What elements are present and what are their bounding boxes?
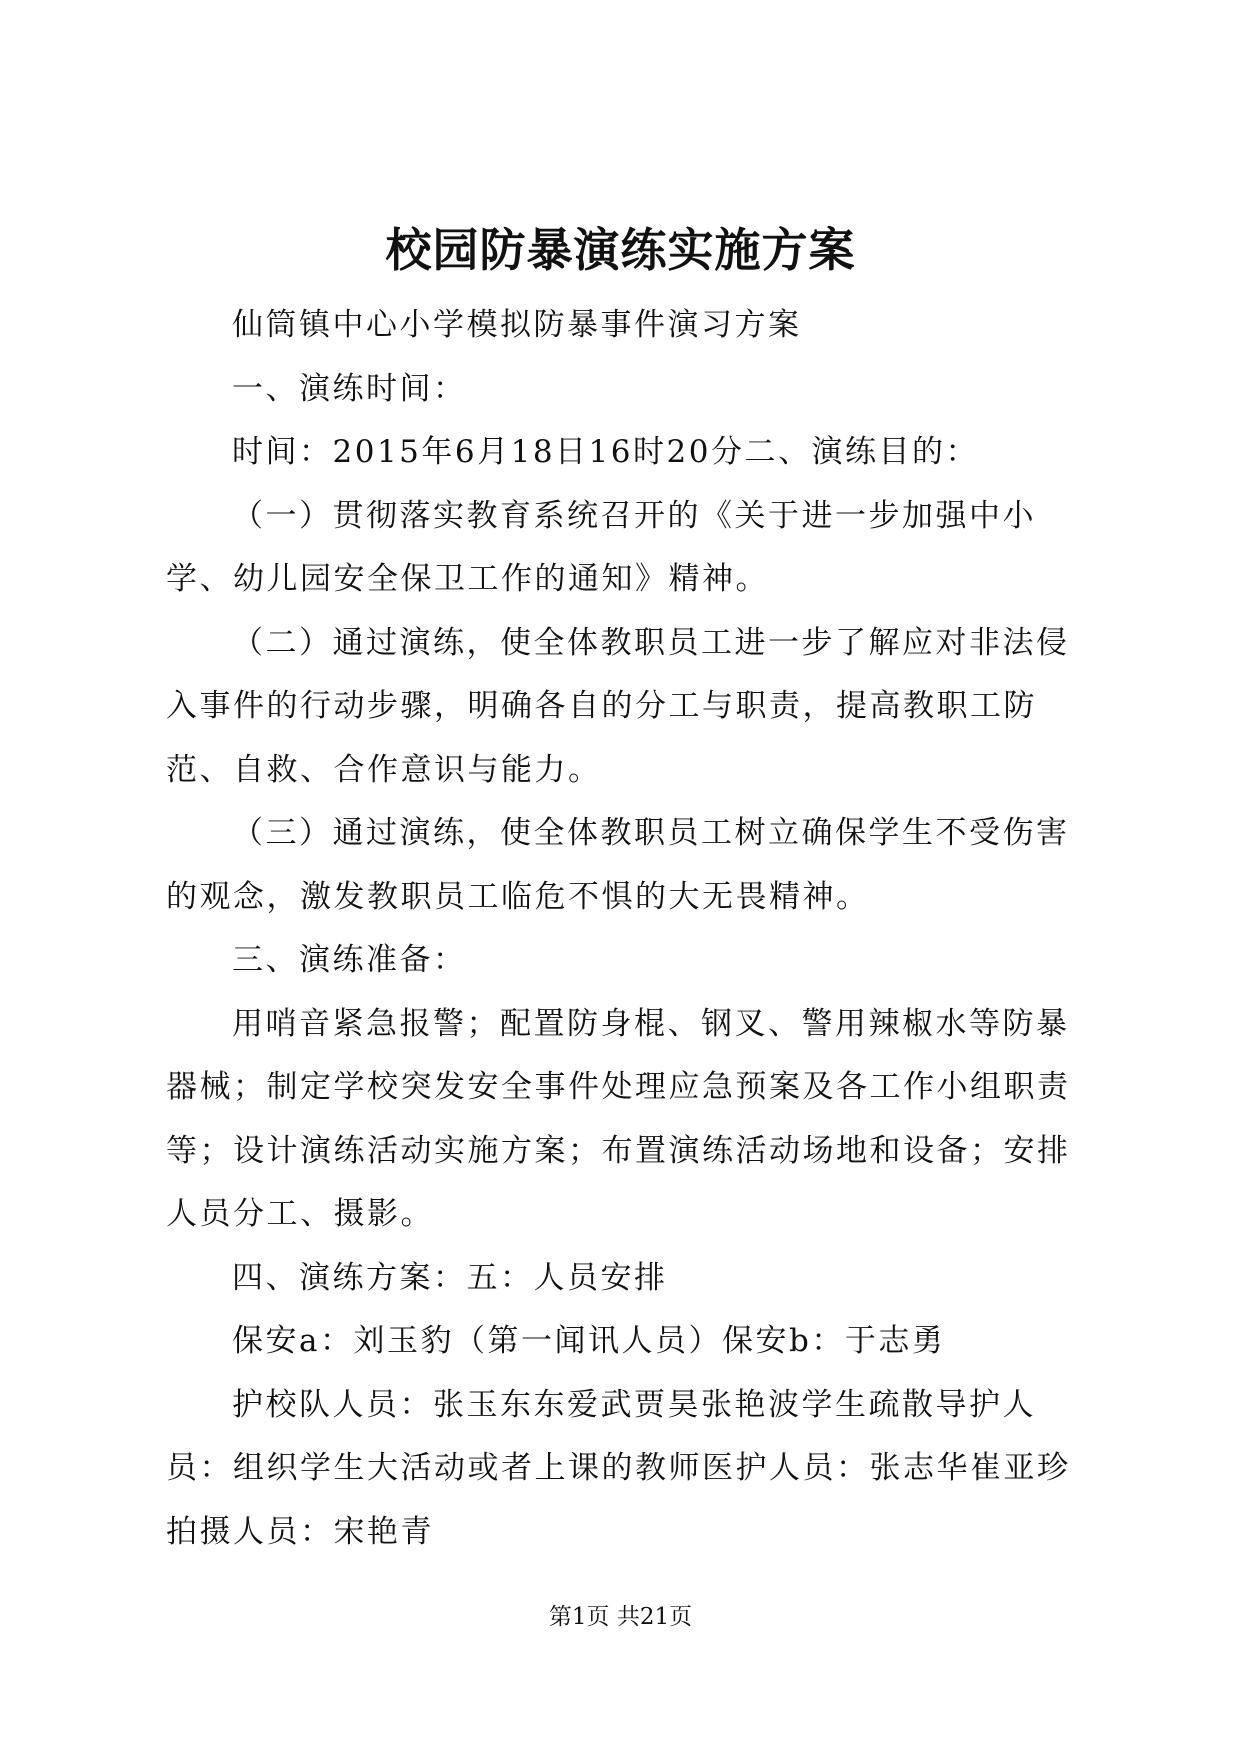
paragraph-section-4-heading: 四、演练方案：五：人员安排 (232, 1259, 668, 1296)
document-title: 校园防暴演练实施方案 (385, 223, 856, 277)
paragraph-purpose-2: （二）通过演练，使全体教职员工进一步了解应对非法侵入事件的行动步骤，明确各自的分工与职责，提高教职工防范、自救、合作意识与能力。 (166, 624, 1070, 788)
page-number-footer: 第1页 共21页 (548, 1604, 693, 1630)
paragraph-personnel: 护校队人员：张玉东东爱武贾昊张艳波学生疏散导护人员：组织学生大活动或者上课的教师医护人员：张志华崔亚珍拍摄人员：宋艳青 (166, 1386, 1071, 1550)
paragraph-section-1-heading: 一、演练时间： (232, 370, 467, 407)
paragraph-purpose-1: （一）贯彻落实教育系统召开的《关于进一步加强中小学、幼儿园安全保卫工作的通知》精神。 (166, 497, 1036, 597)
paragraph-subtitle: 仙筒镇中心小学模拟防暴事件演习方案 (232, 307, 802, 343)
document-body (166, 294, 1082, 1564)
paragraph-time: 时间：2015年6月18日16时20分二、演练目的： (232, 434, 979, 470)
paragraph-preparation: 用哨音紧急报警；配置防身棍、钢叉、警用辣椒水等防暴器械；制定学校突发安全事件处理应急预案及各工作小组职责等；设计演练活动实施方案；布置演练活动场地和设备；安排人员分工、摄影。 (166, 1005, 1071, 1232)
paragraph-security-staff: 保安a：刘玉豹（第一闻讯人员）保安b：于志勇 (232, 1323, 946, 1359)
paragraph-purpose-3: （三）通过演练，使全体教职员工树立确保学生不受伤害的观念，激发教职员工临危不惧的大无畏精神。 (166, 815, 1070, 915)
paragraph-section-3-heading: 三、演练准备： (232, 942, 467, 978)
